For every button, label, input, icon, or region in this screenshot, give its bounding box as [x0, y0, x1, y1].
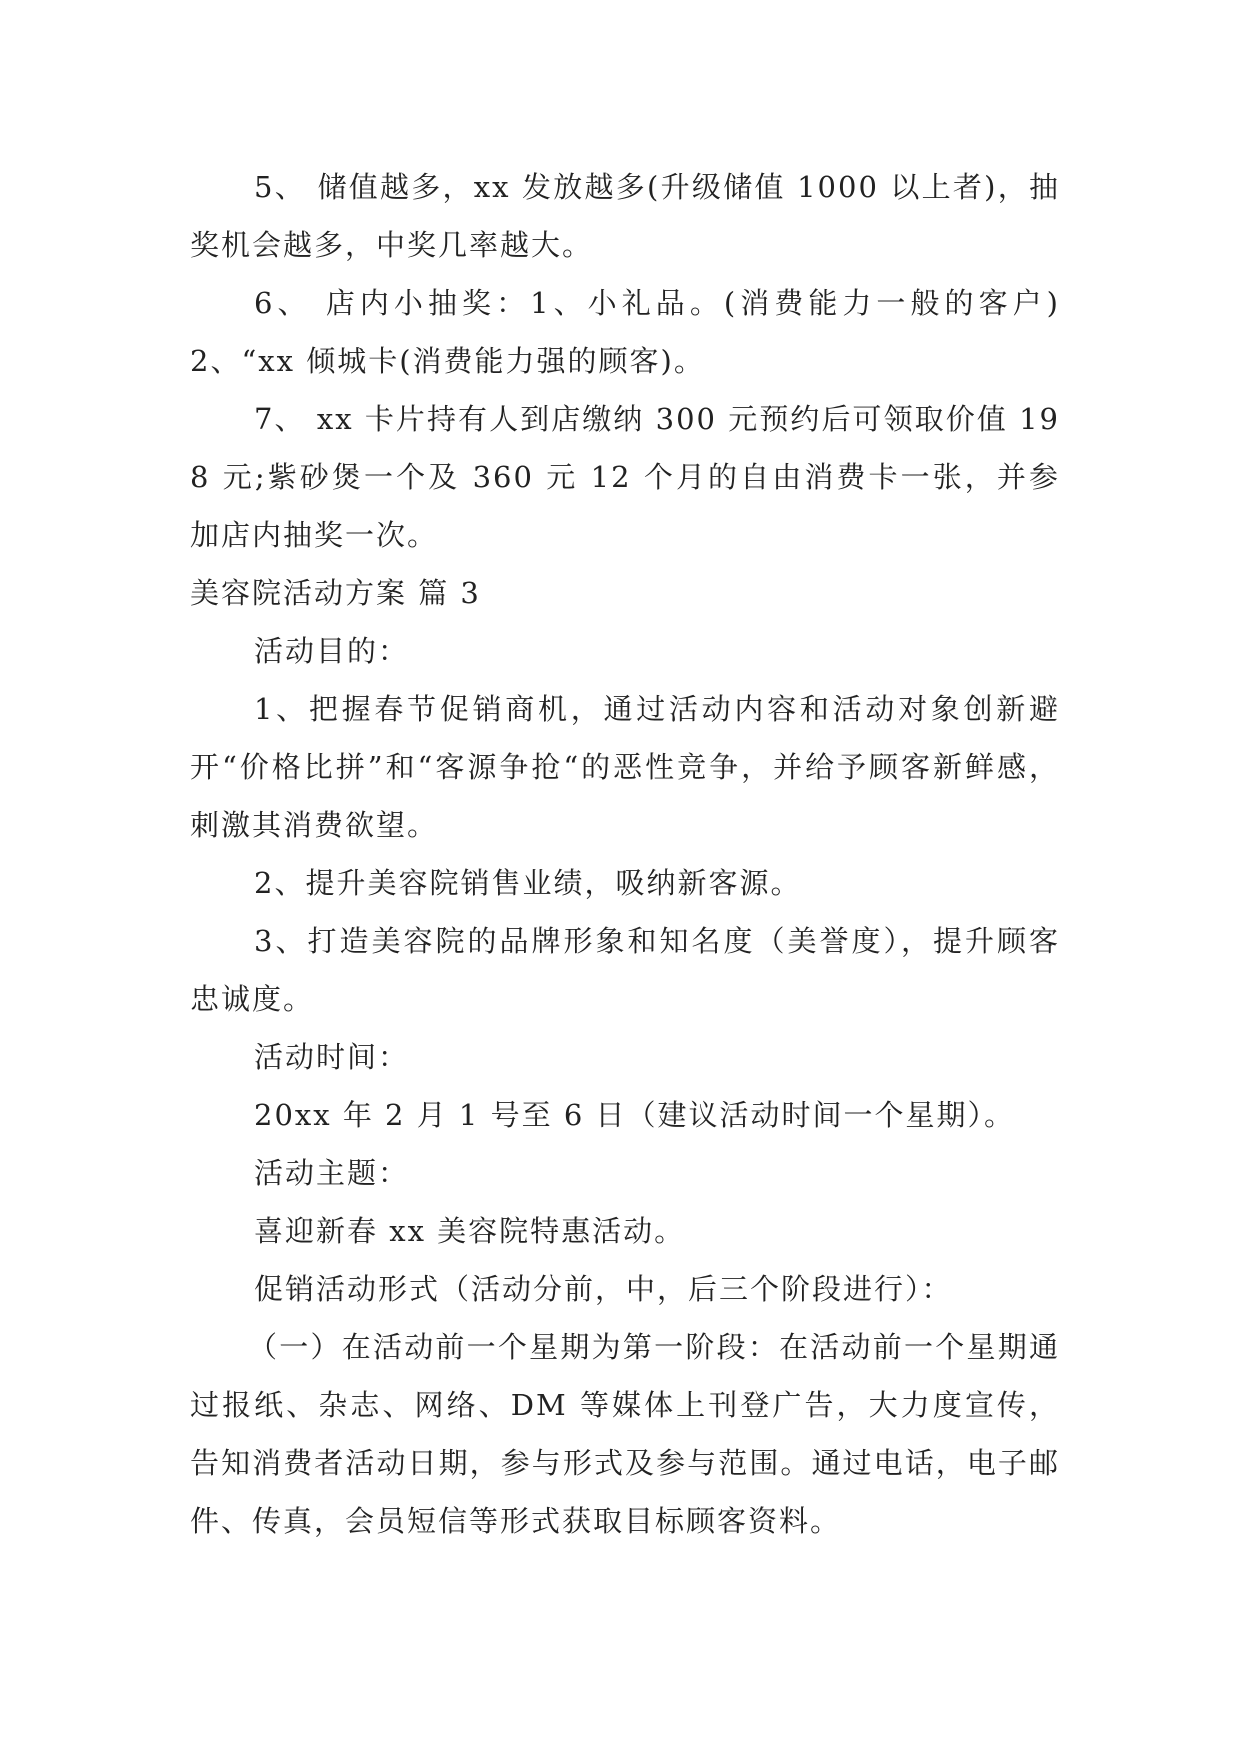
goal-item-1: 1、把握春节促销商机，通过活动内容和活动对象创新避开“价格比拼”和“客源争抢“的恶性竞争，并给予顾客新鲜感，刺激其消费欲望。 [190, 692, 1060, 842]
paragraph-item-5: 5、 储值越多，xx 发放越多(升级储值 1000 以上者)，抽奖机会越多，中奖几率越大。 [190, 170, 1060, 262]
goal-item-3: 3、打造美容院的品牌形象和知名度（美誉度），提升顾客忠诚度。 [190, 924, 1060, 1016]
theme-value: 喜迎新春 xx 美容院特惠活动。 [254, 1214, 686, 1248]
stage-1-paragraph: （一）在活动前一个星期为第一阶段：在活动前一个星期通过报纸、杂志、网络、DM 等媒体上刊登广告，大力度宣传，告知消费者活动日期，参与形式及参与范围。通过电话，电子邮件、传真，会员短信等形式获取目标顾客资料。 [190, 1330, 1060, 1538]
paragraph-item-6: 6、 店内小抽奖：1、小礼品。(消费能力一般的客户)2、“xx 倾城卡(消费能力强的顾客)。 [190, 286, 1060, 378]
theme-label: 活动主题： [254, 1156, 410, 1190]
time-label: 活动时间： [254, 1040, 410, 1074]
paragraph-item-7: 7、 xx 卡片持有人到店缴纳 300 元预约后可领取价值 198 元;紫砂煲一个及 360 元 12 个月的自由消费卡一张，并参加店内抽奖一次。 [190, 402, 1060, 552]
document-body [190, 158, 1060, 1550]
time-value: 20xx 年 2 月 1 号至 6 日（建议活动时间一个星期）。 [254, 1098, 1015, 1132]
goal-item-2: 2、提升美容院销售业绩，吸纳新客源。 [254, 866, 802, 900]
section-title: 美容院活动方案 篇 3 [190, 576, 481, 610]
form-label: 促销活动形式（活动分前，中，后三个阶段进行）： [254, 1272, 953, 1306]
goal-label: 活动目的： [254, 634, 410, 668]
